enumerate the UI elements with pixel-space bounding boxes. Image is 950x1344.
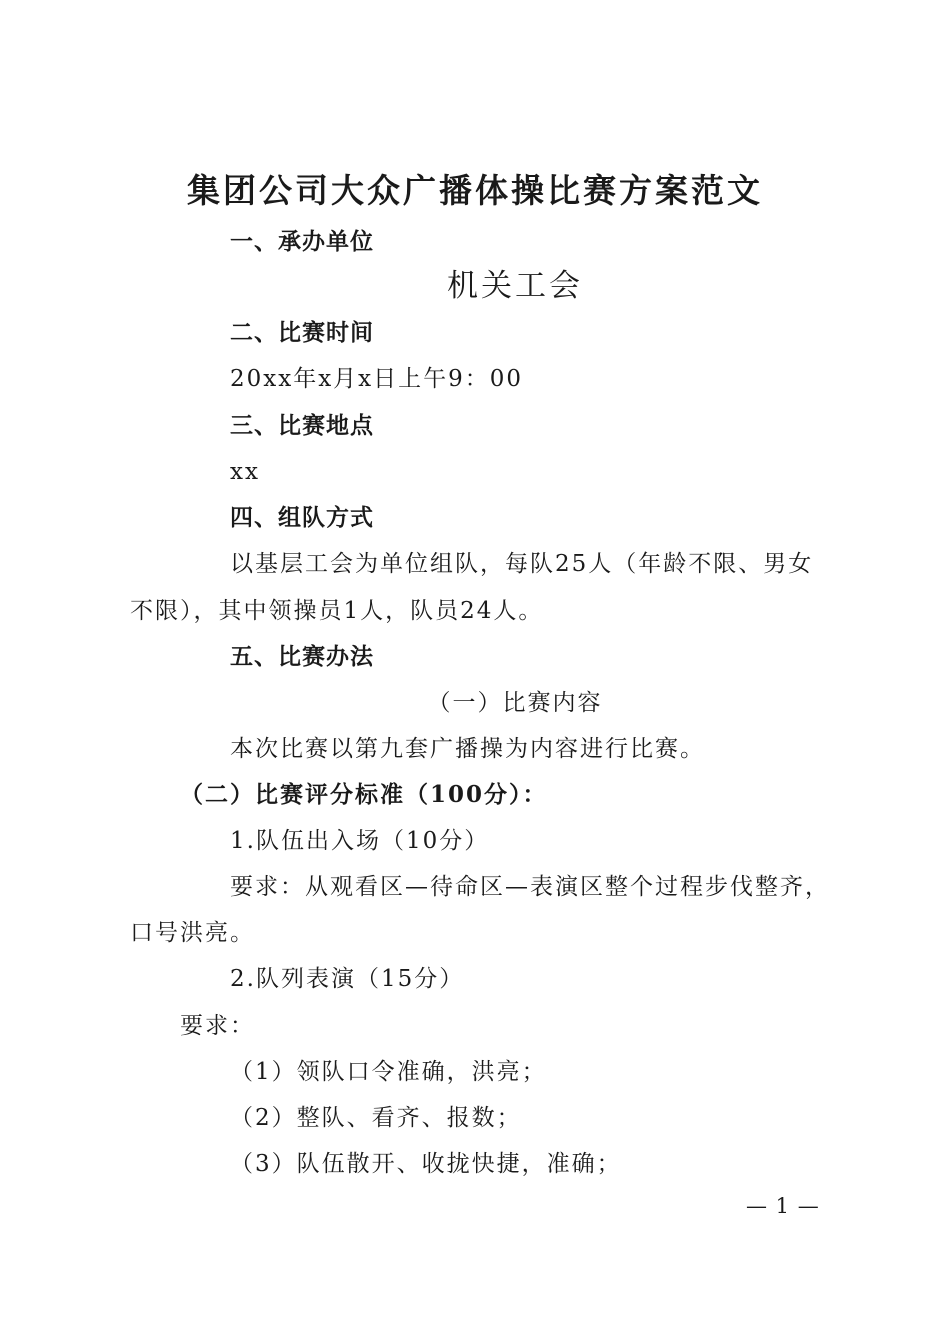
page-number: — 1 — (746, 1194, 820, 1218)
organizer-text: 机关工会 (447, 268, 583, 304)
formation-requirement-1: （1）领队口令准确，洪亮； (230, 1059, 547, 1085)
competition-time-text: 20xx年x月x日上午9：00 (230, 366, 524, 392)
content-text: 本次比赛以第九套广播操为内容进行比赛。 (230, 736, 705, 762)
team-text-line2: 不限），其中领操员1人，队员24人。 (130, 598, 544, 624)
section-heading-location: 三、比赛地点 (230, 413, 374, 439)
section-heading-organizer: 一、承办单位 (230, 229, 374, 255)
subsection-heading-content: （一）比赛内容 (427, 690, 603, 716)
scoring-item-entrance: 1.队伍出入场（10分） (230, 828, 490, 854)
team-text-line1: 以基层工会为单位组队，每队25人（年龄不限、男女 (230, 551, 814, 577)
subsection-heading-scoring: （二）比赛评分标准（100分）： (180, 781, 548, 808)
entrance-requirement-line1: 要求：从观看区—待命区—表演区整个过程步伐整齐， (230, 874, 830, 900)
formation-requirement-label: 要求： (180, 1013, 255, 1039)
section-heading-method: 五、比赛办法 (230, 644, 374, 670)
section-heading-team: 四、组队方式 (230, 505, 374, 531)
entrance-requirement-line2: 口号洪亮。 (130, 920, 255, 946)
scoring-item-formation: 2.队列表演（15分） (230, 966, 465, 992)
location-text: xx (230, 459, 260, 485)
section-heading-time: 二、比赛时间 (230, 320, 374, 346)
formation-requirement-3: （3）队伍散开、收拢快捷，准确； (230, 1151, 622, 1177)
formation-requirement-2: （2）整队、看齐、报数； (230, 1105, 522, 1131)
document-title: 集团公司大众广播体操比赛方案范文 (187, 171, 763, 210)
